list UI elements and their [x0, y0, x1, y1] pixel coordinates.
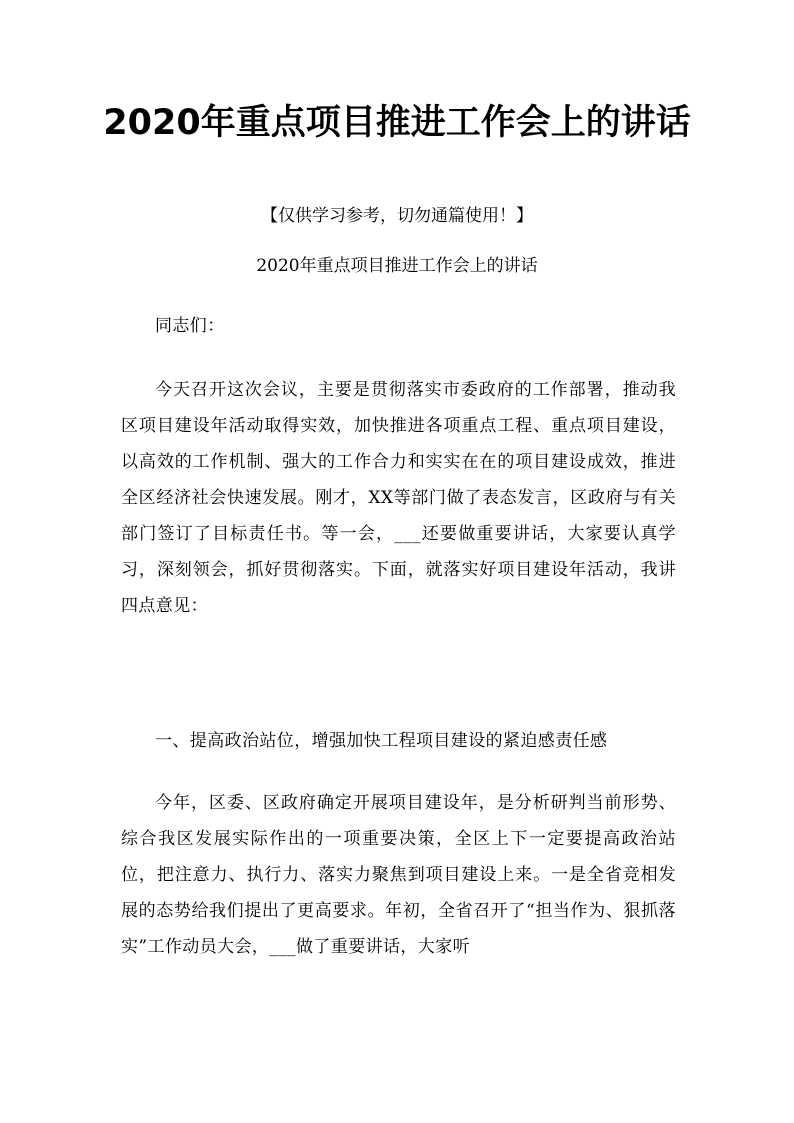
paragraph-2: 今年，区委、区政府确定开展项目建设年，是分析研判当前形势、综合我区发展实际作出的一项重要决策，全区上下一定要提高政治站位，把注意力、执行力、落实力聚焦到项目建设上来。一是全省竞相发展的态势给我们提出了更高要求。年初，全省召开了“担当作为、狠抓落实”工作动员大会，___做了重要讲话，大家听 [121, 793, 676, 957]
section-heading-1: 一、提高政治站位，增强加快工程项目建设的紧迫感责任感 [155, 731, 608, 751]
greeting: 同志们： [155, 316, 225, 336]
paragraph-1: 今天召开这次会议，主要是贯彻落实市委政府的工作部署，推动我区项目建设年活动取得实效，加快推进各项重点工程、重点项目建设，以高效的工作机制、强大的工作合力和实实在在的项目建设成效，推进全区经济社会快速发展。刚才，XX等部门做了表态发言，区政府与有关部门签订了目标责任书。等一会，___还要做重要讲话，大家要认真学习，深刻领会，抓好贯彻落实。下面，就落实好项目建设年活动，我讲四点意见： [121, 380, 676, 616]
document-subtitle: 2020年重点项目推进工作会上的讲话 [256, 256, 538, 276]
document-title: 2020年重点项目推进工作会上的讲话 [103, 103, 691, 143]
usage-note: 【仅供学习参考，切勿通篇使用！】 [261, 206, 533, 226]
